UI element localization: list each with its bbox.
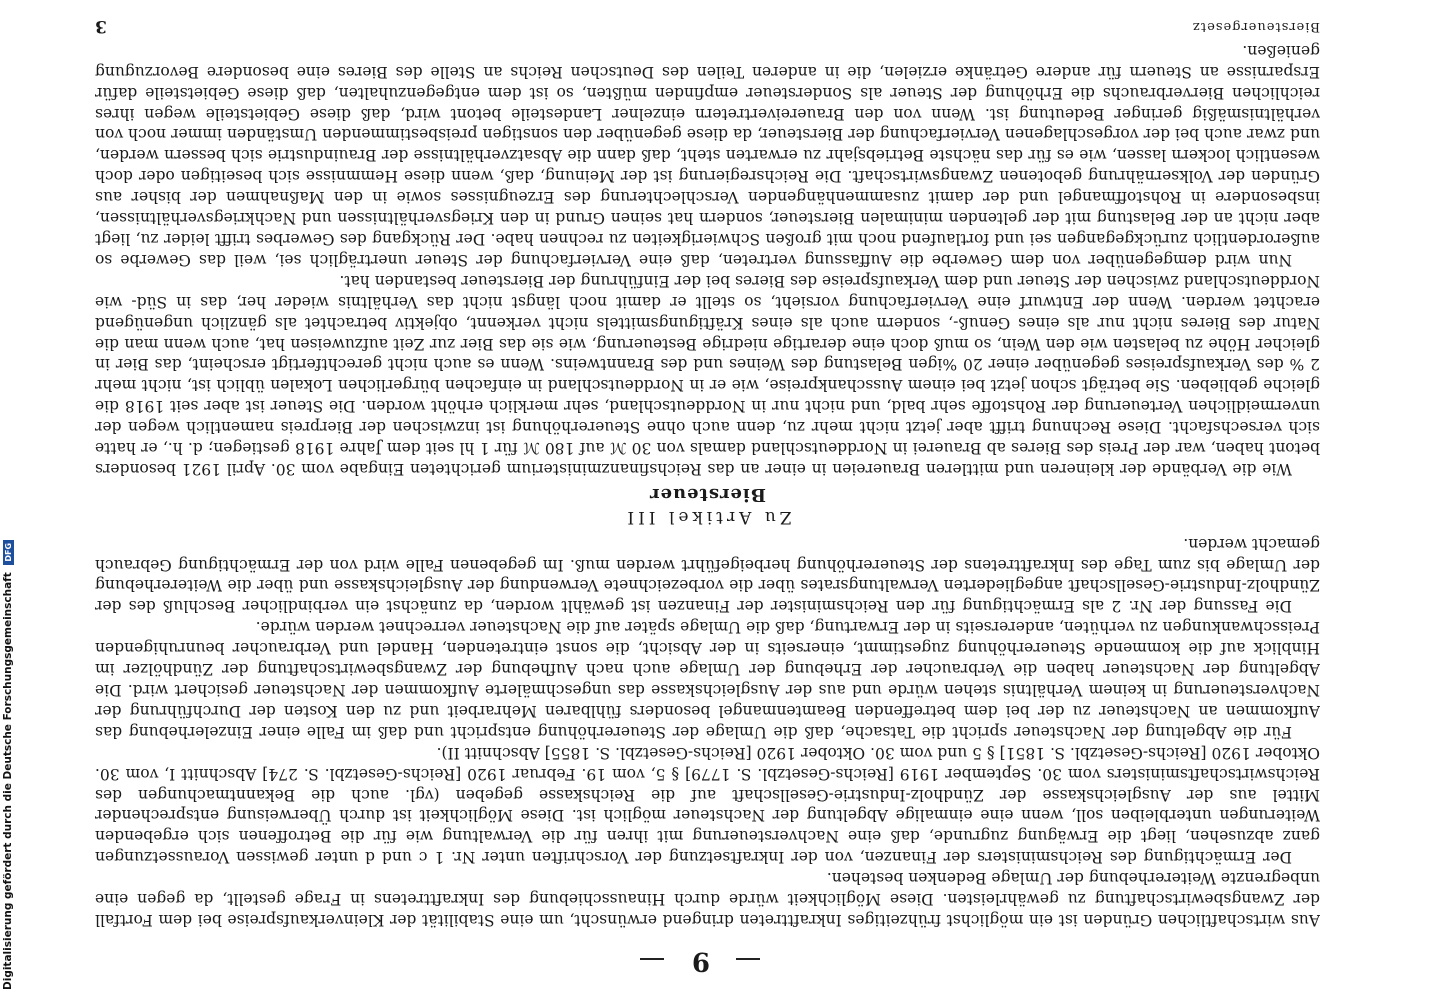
dfg-logo-badge: DFG: [3, 540, 14, 565]
funding-credit-text: Digitalisierung gefördert durch die Deutsche Forschungsgemeinschaft: [2, 572, 14, 990]
header-dash-right: [640, 958, 664, 960]
header-dash-left: [736, 958, 760, 960]
scanned-page: [95, 10, 1320, 978]
paragraph: Wie die Verbände der kleineren und mittleren Brauereien in einer an das Reichsfinanzministerium gerichteten Eingabe vom 30. April 1921 besonders betont haben, war der Preis des Bieres ab Brauerei in Norddeutschland damals von 30 ℳ auf 180 ℳ für 1 hl seit dem Jahre 1918 gestiegen; d. h., er hatte sich versechsfacht. Diese Rechnung trifft aber jetzt nicht mehr zu, denn auch ohne Steuererhöhung ist inzwischen der Bierpreis namentlich wegen der unvermeidlichen Verteuerung der Rohstoffe sehr bald, und nicht nur in Norddeutschland, sehr merklich erhöht worden. Die Steuer ist aber seit 1918 die gleiche geblieben. Sie beträgt schon jetzt bei einem Ausschankpreise, wie er in Norddeutschland in einfachen bürgerlichen Lokalen üblich ist, nicht mehr 2 % des Verkaufspreises gegenüber einer 20 %igen Belastung des Weines und des Branntweins. Wenn es auch nicht gerechtfertigt erscheint, das Bier in gleicher Höhe zu belasten wie den Wein, so muß doch eine derartige niedrige Besteuerung, wie sie das Bier zur Zeit aufzuweisen hat, auch wenn man die Natur des Bieres nicht nur als eines Genuß-, sondern auch als eines Kräftigungsmittels nicht verkennt, objektiv betrachtet als gänzlich ungenügend erachtet werden. Wenn der Entwurf eine Vervierfachung vorsieht, so stellt er damit noch längst nicht das Verhältnis wieder her, das in Süd- wie Norddeutschland zwischen der Steuer und dem Verkaufspreise des Bieres bei der Einführung der Biersteuer bestanden hat.: [95, 271, 1320, 478]
page-header: [95, 938, 1320, 978]
section-subheading: Biersteuer: [649, 483, 766, 505]
footer-signature: Biersteuergesetz: [1192, 19, 1320, 34]
paragraph: Nun wird demgegenüber von dem Gewerbe die Auffassung vertreten, daß eine Vervierfachung der Steuer unerträglich sei, weil das Gewerbe so außerordentlich zurückgegangen sei und fortlaufend noch mit großen Schwierigkeiten zu rechnen habe. Der Rückgang des Gewerbes trifft leider zu, liegt aber nicht an der Belastung mit der geltenden minimalen Biersteuer, sondern hat seinen Grund in den Kriegsverhältnissen und Nachkriegsverhältnissen, insbesondere in Rohstoffmangel und der damit zusammenhängenden Verschlechterung des Erzeugnisses sowie in den Maßnahmen der bisher aus Gründen der Volksernährung gebotenen Zwangswirtschaft. Die Reichsregierung ist der Meinung, daß, wenn diese Hemmnisse sich beseitigen oder doch wesentlich lockern lassen, wie es für das nächste Betriebsjahr zu erwarten steht, daß dann die Absatzverhältnisse der Brauindustrie sich bessern werden, und zwar auch bei der vorgeschlagenen Vervierfachung der Biersteuer, da diese gegenüber den sonstigen preisbestimmenden Umständen immer noch von verhältnismäßig geringer Bedeutung ist. Wenn von den Brauereivertretern einzelner Landesteile betont wird, daß diese Gebietsteile wegen ihres reichlichen Bierverbrauchs die Erhöhung der Steuer als Sondersteuer empfinden müßten, so ist dem entgegenzuhalten, daß diese Gebietsteile dafür Ersparnisse an Steuern für andere Getränke erzielen, die in anderen Teilen des Deutschen Reichs an Stelle des Bieres eine besondere Bevorzugung genießen.: [95, 41, 1320, 269]
body-text: [95, 40, 1320, 930]
page-footer: [95, 10, 1320, 38]
paragraph: Die Fassung der Nr. 2 als Ermächtigung für den Reichsminister der Finanzen ist gewählt worden, da zunächst ein verbindlicher Beschluß des der Zündholz-Industrie-Gesellschaft angegliederten Verwaltungsrates über die vorbezeichnete Verwendung der Ausgleichskasse und über die Weitererhebung der Umlage bis zum Tage des Inkrafttretens der Steuererhöhung herbeigeführt werden muß. Im gegebenen Falle wird von der Ermächtigung Gebrauch gemacht werden.: [95, 534, 1320, 616]
footer-sheet-number: 3: [95, 16, 107, 36]
rotated-page-content: [95, 10, 1320, 978]
paragraph: Für die Abgeltung der Nachsteuer spricht die Tatsache, daß die Umlage der Steuererhöhung entspricht und daß im Falle einer Einzelerhebung das Aufkommen an Nachsteuer zu der bei dem betreffenden Beamtenmangel besonders fühlbaren Mehrarbeit und zu den Kosten der Durchführung der Nachversteuerung in keinem Verhältnis stehen würde und aus der Ausgleichskasse das ungeschmälerte Aufkommen der Nachsteuer gesichert wird. Die Abgeltung der Nachsteuer haben die Verbraucher der Erhebung der Umlage auch nach Aufhebung der Zwangsbewirtschaftung der Zündhölzer im Hinblick auf die kommende Steuererhöhung zugestimmt, einerseits in der Absicht, die sonst eintretenden, Handel und Verbraucher beunruhigenden Preisschwankungen zu verhüten, andererseits in der Erwartung, daß die Umlage später auf die Nachsteuer verrechnet werden würde.: [95, 618, 1320, 741]
section-heading: Zu Artikel III: [623, 506, 792, 527]
page-number: 9: [689, 946, 711, 976]
digitization-notice-text: [2, 540, 14, 990]
paragraph: Der Ermächtigung des Reichsministers der Finanzen, von der Inkraftsetzung der Vorschriften unter Nr. 1 c und d unter gewissen Voraussetzungen ganz abzusehen, liegt die Erwägung zugrunde, daß eine Nachversteuerung mit ihren für die Verwaltung wie für die Betroffenen sich ergebenden Weiterungen unterbleiben soll, wenn eine einmalige Abgeltung der Nachsteuer möglich ist. Diese Möglichkeit ist durch Überweisung entsprechender Mittel aus der Ausgleichskasse der Zündholz-Industrie-Gesellschaft auf die Reichskasse gegeben (vgl. auch die Bekanntmachungen des Reichswirtschaftsministers vom 30. September 1919 [Reichs-Gesetzbl. S. 1779] § 5, vom 19. Februar 1920 [Reichs-Gesetzbl. S. 274] Abschnitt I, vom 30. Oktober 1920 [Reichs-Gesetzbl. S. 1851] § 5 und vom 30. Oktober 1920 [Reichs-Gesetzbl. S. 1855] Abschnitt II).: [95, 743, 1320, 867]
digitization-notice: [2, 0, 20, 1000]
paragraph: Aus wirtschaftlichen Gründen ist ein möglichst frühzeitiges Inkrafttreten dringend erwünscht, um eine Stabilität der Kleinverkaufspreise bei dem Fortfall der Zwangsbewirtschaftung zu gewährleisten. Diese Möglichkeit würde durch Hinausschiebung des Inkrafttretens in Frage gestellt, da gegen eine unbegrenzte Weitererhebung der Umlage Bedenken bestehen.: [95, 869, 1320, 929]
